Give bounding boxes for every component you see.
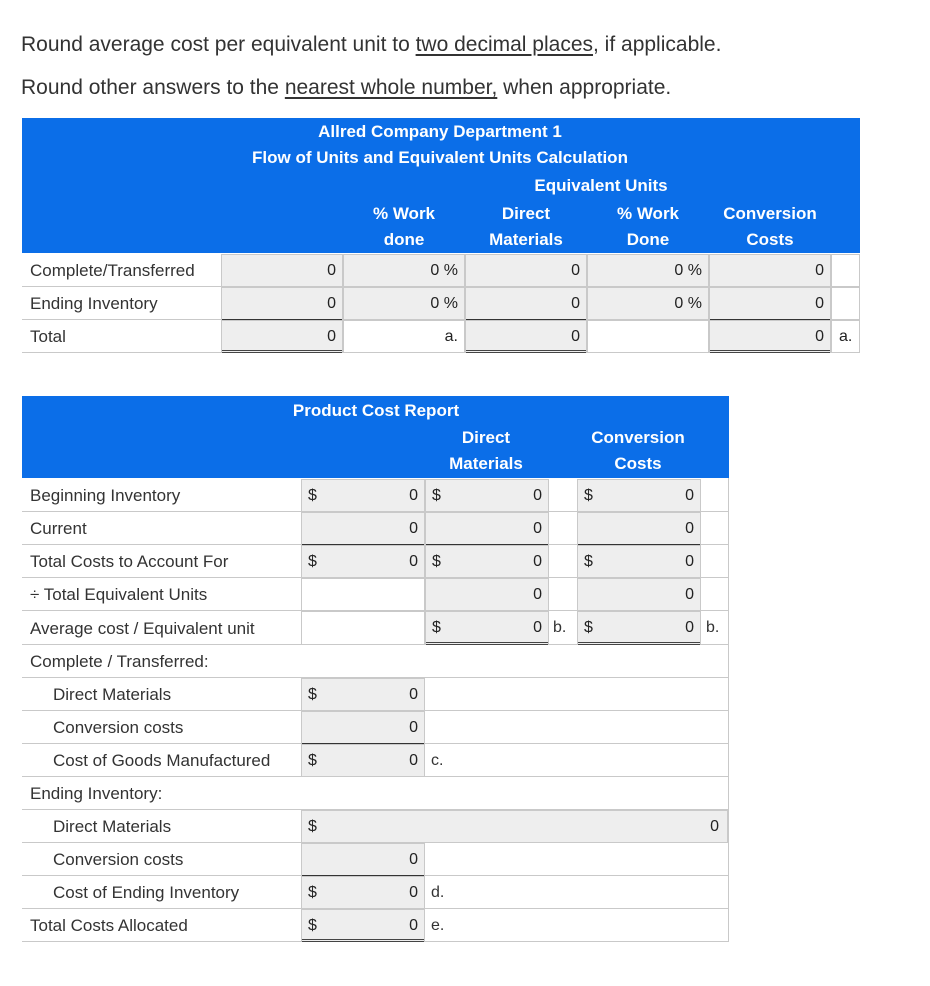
pct-work-input[interactable] <box>343 254 465 287</box>
ending-dm-input[interactable] <box>301 810 728 843</box>
instruction-text: Round average cost per equivalent unit to <box>21 33 416 56</box>
currency-sign: $ <box>584 552 593 570</box>
cell-value: 0 <box>409 916 418 934</box>
cell-value: 0 <box>685 486 694 504</box>
currency-sign: $ <box>308 751 317 769</box>
row-label: Cost of Ending Inventory <box>53 883 240 902</box>
empty-cell <box>301 578 425 611</box>
units-total[interactable] <box>221 320 343 353</box>
cell-value: 0 <box>685 552 694 570</box>
equivalent-units-header: Equivalent Units <box>534 176 668 195</box>
units-input[interactable] <box>221 287 343 320</box>
col-header-work-done-1: % Work <box>372 204 436 223</box>
col-header-direct-materials: Direct <box>461 428 511 447</box>
total-costs-input[interactable] <box>301 545 425 578</box>
beginning-dm-input[interactable] <box>425 479 549 512</box>
ending-inventory-cost-input[interactable] <box>301 876 425 909</box>
current-total-input[interactable] <box>301 512 425 545</box>
col-header-direct-materials: Materials <box>449 454 523 473</box>
current-dm-input[interactable] <box>425 512 549 545</box>
instruction-text: , if applicable. <box>593 33 722 56</box>
cell-value: 0 <box>409 685 418 703</box>
table1-subtitle: Flow of Units and Equivalent Units Calculation <box>252 148 628 167</box>
cell-value: 0 <box>533 519 542 537</box>
cc-units-input[interactable] <box>709 254 831 287</box>
dm-units-input[interactable] <box>465 287 587 320</box>
row-label: Total Costs to Account For <box>30 552 229 571</box>
cell-value: 0 % <box>674 294 702 312</box>
empty-cell <box>831 254 860 287</box>
cell-value: 0 <box>533 619 542 636</box>
cell-value: 0 <box>409 519 418 537</box>
section-label: Complete / Transferred: <box>30 652 209 671</box>
section-label: Ending Inventory: <box>30 784 163 803</box>
currency-sign: $ <box>308 552 317 570</box>
instruction-text: when appropriate. <box>497 76 672 99</box>
note-marker: a. <box>839 327 853 345</box>
instruction-line-2 <box>21 76 671 100</box>
note-cell <box>831 320 860 353</box>
eq-units-dm-input[interactable] <box>425 578 549 611</box>
currency-sign: $ <box>308 883 317 901</box>
empty-cell <box>831 287 860 320</box>
row-label: Total <box>30 327 66 346</box>
double-underline <box>222 350 342 353</box>
row-label: Cost of Goods Manufactured <box>53 751 271 770</box>
currency-sign: $ <box>584 619 593 636</box>
cell-value: 0 <box>571 327 580 345</box>
cell-value: 0 <box>815 261 824 279</box>
eq-units-cc-input[interactable] <box>577 578 701 611</box>
col-header-conversion-costs: Conversion <box>723 204 817 223</box>
note-marker: b. <box>553 619 567 636</box>
row-label: Direct Materials <box>53 817 172 836</box>
currency-sign: $ <box>308 817 317 835</box>
cell-value: 0 <box>685 585 694 603</box>
col-header-work-done-2: % Work <box>616 204 680 223</box>
row-label: Direct Materials <box>53 685 172 704</box>
double-underline <box>578 642 700 645</box>
avg-cost-cc-input[interactable] <box>577 611 701 645</box>
note-marker: b. <box>706 619 720 636</box>
table-right-border <box>728 478 729 942</box>
dm-units-input[interactable] <box>465 254 587 287</box>
note-cell <box>343 320 465 353</box>
units-input[interactable] <box>221 254 343 287</box>
cell-value: 0 <box>685 519 694 537</box>
note-marker: e. <box>431 917 445 934</box>
double-underline <box>466 350 586 353</box>
cc-units-input[interactable] <box>709 287 831 320</box>
cell-value: 0 <box>409 751 418 769</box>
cell-value: 0 <box>409 883 418 901</box>
avg-cost-dm-input[interactable] <box>425 611 549 645</box>
cell-value: 0 <box>710 817 719 835</box>
col-header-direct-materials: Materials <box>489 230 563 249</box>
note-marker: c. <box>431 752 444 769</box>
pct-work-input[interactable] <box>343 287 465 320</box>
cell-value: 0 <box>685 619 694 636</box>
pct-work-input[interactable] <box>587 254 709 287</box>
cell-value: 0 <box>533 585 542 603</box>
cell-value: 0 <box>815 327 824 345</box>
row-label: Beginning Inventory <box>30 486 181 505</box>
instruction-underlined: two decimal places <box>415 33 594 56</box>
table2-title: Product Cost Report <box>292 401 460 420</box>
double-underline <box>302 939 424 942</box>
cell-value: 0 <box>571 294 580 312</box>
currency-sign: $ <box>308 486 317 504</box>
double-underline <box>426 642 548 645</box>
double-underline <box>710 350 830 353</box>
cell-value: 0 % <box>430 261 458 279</box>
total-cc-input[interactable] <box>577 545 701 578</box>
col-header-conversion-costs: Conversion <box>591 428 685 447</box>
pct-work-input[interactable] <box>587 287 709 320</box>
currency-sign: $ <box>432 486 441 504</box>
row-label: Complete/Transferred <box>30 261 195 280</box>
table1-title: Allred Company Department 1 <box>318 122 562 141</box>
cc-units-total[interactable] <box>709 320 831 353</box>
col-header-work-done-2: Done <box>626 230 670 249</box>
instruction-text: Round other answers to the <box>21 76 285 99</box>
beginning-total-input[interactable] <box>301 479 425 512</box>
cogm-input[interactable] <box>301 744 425 777</box>
col-header-conversion-costs: Costs <box>746 230 794 249</box>
cell-value: 0 <box>815 294 824 312</box>
currency-sign: $ <box>432 552 441 570</box>
row-label: Ending Inventory <box>30 294 158 313</box>
beginning-cc-input[interactable] <box>577 479 701 512</box>
row-label: Average cost / Equivalent unit <box>30 619 255 638</box>
current-cc-input[interactable] <box>577 512 701 545</box>
transferred-cc-input[interactable] <box>301 711 425 744</box>
row-label: Current <box>30 519 87 538</box>
total-allocated-input[interactable] <box>301 909 425 942</box>
cell-value: 0 <box>327 294 336 312</box>
cell-value: 0 % <box>430 294 458 312</box>
dm-units-total[interactable] <box>465 320 587 353</box>
empty-cell <box>301 611 425 645</box>
cell-value: 0 <box>327 327 336 345</box>
cell-value: 0 <box>533 552 542 570</box>
cell-value: 0 <box>327 261 336 279</box>
cell-value: 0 <box>571 261 580 279</box>
cell-value: 0 % <box>674 261 702 279</box>
row-label: ÷ Total Equivalent Units <box>30 585 208 604</box>
cell-value: 0 <box>409 718 418 736</box>
cell-value: 0 <box>409 552 418 570</box>
cell-value: 0 <box>533 486 542 504</box>
note-marker: a. <box>444 327 458 345</box>
instruction-line-1 <box>21 33 721 57</box>
transferred-dm-input[interactable] <box>301 678 425 711</box>
currency-sign: $ <box>584 486 593 504</box>
row-label: Conversion costs <box>53 718 184 737</box>
note-marker: d. <box>431 884 445 901</box>
total-dm-input[interactable] <box>425 545 549 578</box>
row-label: Total Costs Allocated <box>30 916 188 935</box>
col-header-work-done-1: done <box>383 230 425 249</box>
col-header-direct-materials: Direct <box>501 204 551 223</box>
instruction-underlined: nearest whole number, <box>284 76 498 99</box>
currency-sign: $ <box>432 619 441 636</box>
currency-sign: $ <box>308 916 317 934</box>
ending-cc-input[interactable] <box>301 843 425 876</box>
col-header-conversion-costs: Costs <box>614 454 662 473</box>
row-label: Conversion costs <box>53 850 184 869</box>
cell-value: 0 <box>409 486 418 504</box>
cell-value: 0 <box>409 850 418 868</box>
currency-sign: $ <box>308 685 317 703</box>
empty-cell <box>587 320 709 353</box>
